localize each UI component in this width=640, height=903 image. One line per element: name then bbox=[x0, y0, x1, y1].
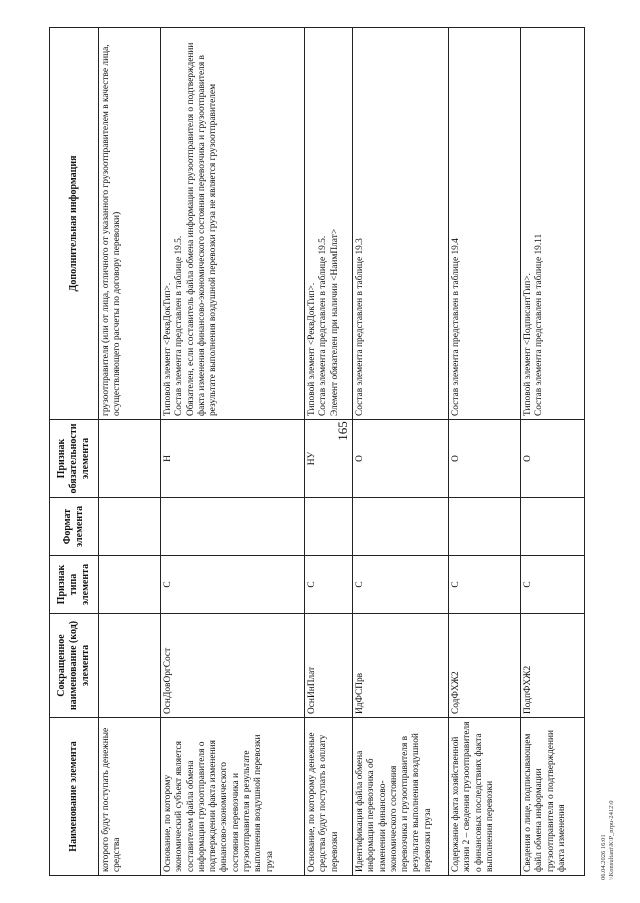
cell-code: ПодпФХЖ2 bbox=[521, 614, 585, 718]
cell-name: Основание, по которому экономический субъект является составителем файла обмена информации грузоотправителя о подтверждении факта изменения финансово-экономического состояния перевозчика и грузоотправителя в результате выполнения воздушной перевозки груза bbox=[161, 718, 305, 876]
header-required: Признак обязательности элемента bbox=[50, 420, 99, 498]
cell-required: НУ bbox=[305, 420, 353, 498]
table-row bbox=[449, 28, 521, 876]
cell-type: С bbox=[521, 556, 585, 614]
header-code: Сокращенное наименование (код) элемента bbox=[50, 614, 99, 718]
footer-date: 06.04.2026 16:01 bbox=[600, 834, 607, 880]
cell-code: ОснИнПлат bbox=[305, 614, 353, 718]
cell-name: Идентификация файла обмена информации перевозчика об изменении финансово-экономического состояния перевозчика и грузоотправителя в результате выполнения воздушной перевозки груза bbox=[353, 718, 449, 876]
cell-name: Содержание факта хозяйственной жизни 2 – сведения грузоотправителя о финансовых последствиях факта выполнения перевозки bbox=[449, 718, 521, 876]
cell-name: Сведения о лице, подписывающем файл обмена информации грузоотправителя о подтверждении факта изменения bbox=[521, 718, 585, 876]
elements-table bbox=[49, 27, 585, 876]
cell-info: Состав элемента представлен в таблице 19.3 bbox=[353, 28, 449, 420]
rotated-table-container bbox=[49, 28, 599, 876]
cell-required: Н bbox=[161, 420, 305, 498]
cell-type: С bbox=[449, 556, 521, 614]
table-row bbox=[99, 28, 161, 876]
cell-name: которого будут поступать денежные средства bbox=[99, 718, 161, 876]
cell-info: Типовой элемент <ПодписантТип>. Состав элемента представлен в таблице 19.11 bbox=[521, 28, 585, 420]
cell-format bbox=[449, 498, 521, 556]
cell-format bbox=[353, 498, 449, 556]
cell-name: Основание, по которому денежные средства будут поступать в оплату перевозки bbox=[305, 718, 353, 876]
cell-type: С bbox=[161, 556, 305, 614]
cell-required bbox=[99, 420, 161, 498]
cell-format bbox=[305, 498, 353, 556]
cell-required: О bbox=[521, 420, 585, 498]
header-type: Признак типа элемента bbox=[50, 556, 99, 614]
footer-path: \\Konsultant\K\P_nrpu-2412\0 bbox=[608, 800, 615, 880]
footer-stamp bbox=[600, 720, 616, 880]
cell-info: Типовой элемент <РеквДокТип>. Состав элемента представлен в таблице 19.5. Элемент обязателен при наличии <НаимПлат> bbox=[305, 28, 353, 420]
cell-format bbox=[99, 498, 161, 556]
table-row bbox=[305, 28, 353, 876]
cell-code bbox=[99, 614, 161, 718]
header-name: Наименование элемента bbox=[50, 718, 99, 876]
cell-format bbox=[521, 498, 585, 556]
header-info: Дополнительная информация bbox=[50, 28, 99, 420]
cell-type: С bbox=[305, 556, 353, 614]
cell-info: Типовой элемент <РеквДокТип>. Состав элемента представлен в таблице 19.5. Обязателен, если составитель файла обмена информации грузоотправителя о подтверждении факта изменения финансово-экономического состояния перевозчика и грузоотправителя в результате выполнения воздушной перевозки груза не является грузоотправителем bbox=[161, 28, 305, 420]
table-header-row bbox=[50, 28, 99, 876]
cell-required: О bbox=[353, 420, 449, 498]
table-row bbox=[161, 28, 305, 876]
cell-code: ИдФСПрв bbox=[353, 614, 449, 718]
cell-format bbox=[161, 498, 305, 556]
page-number: 165 bbox=[334, 421, 350, 441]
cell-required: О bbox=[449, 420, 521, 498]
header-format: Формат элемента bbox=[50, 498, 99, 556]
table-row bbox=[521, 28, 585, 876]
cell-type bbox=[99, 556, 161, 614]
cell-type: С bbox=[353, 556, 449, 614]
cell-code: ОснДовОргСост bbox=[161, 614, 305, 718]
cell-info: грузоотправителя (или от лица, отличного от указанного грузоотправителем в качестве лица, осуществляющего расчеты по договору перевозки) bbox=[99, 28, 161, 420]
table-row bbox=[353, 28, 449, 876]
cell-info: Состав элемента представлен в таблице 19.4 bbox=[449, 28, 521, 420]
cell-code: СодФХЖ2 bbox=[449, 614, 521, 718]
